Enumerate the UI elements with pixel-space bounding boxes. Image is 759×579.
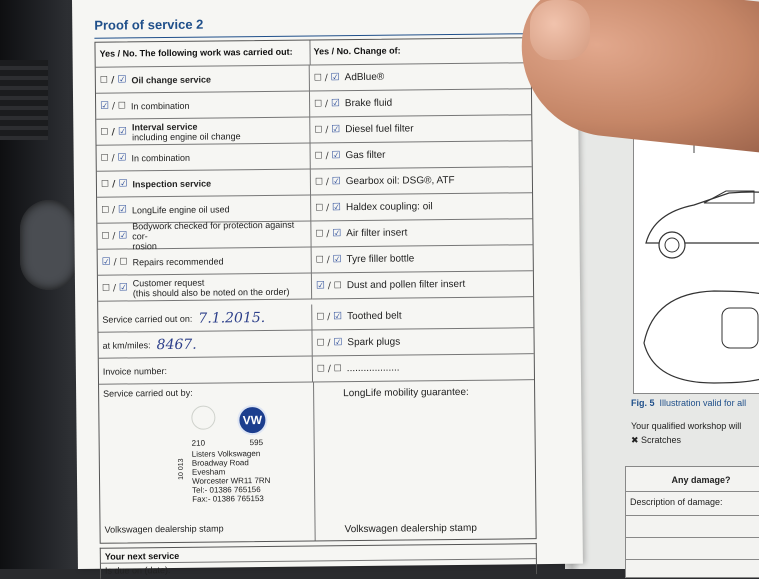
service-date-value[interactable]: 7.1.2015. bbox=[198, 309, 266, 327]
stamp-side-text: 10 013 bbox=[177, 458, 186, 480]
work-item-checkbox[interactable]: ☐ / ☑ bbox=[99, 74, 127, 86]
work-item-cell bbox=[98, 274, 312, 302]
stamp-line: Fax:- 01386 765153 bbox=[192, 494, 264, 504]
work-item-text bbox=[132, 256, 223, 267]
change-item-checkbox[interactable]: ☑ / ☐ bbox=[315, 280, 342, 292]
change-item-cell bbox=[312, 271, 533, 299]
change-item-checkbox[interactable]: ☐ / ☑ bbox=[314, 124, 341, 136]
change-item-label: Gearbox oil: DSG®, ATF bbox=[345, 175, 455, 188]
stamp-code-right: 595 bbox=[249, 438, 264, 448]
change-item-checkbox[interactable]: ☐ / ☑ bbox=[314, 150, 341, 162]
stamp-line: Tel:- 01386 765156 bbox=[192, 485, 261, 495]
damage-box bbox=[625, 466, 759, 578]
next-service-box bbox=[100, 543, 537, 579]
invoice-cell bbox=[99, 356, 313, 384]
change-item-cell bbox=[311, 193, 532, 221]
work-item-label: LongLife engine oil used bbox=[131, 203, 230, 215]
change-item-label: Air filter insert bbox=[346, 227, 408, 240]
change-item-cell bbox=[311, 167, 532, 195]
work-item-label: Bodywork checked for protection against cor- bbox=[132, 219, 295, 241]
change-item-label: Brake fluid bbox=[344, 97, 393, 110]
change-item-checkbox[interactable]: ☐ / ☑ bbox=[315, 228, 342, 240]
page-title: Proof of service 2 bbox=[94, 16, 204, 33]
service-by-box bbox=[99, 382, 316, 542]
work-item-sublabel: rosion bbox=[132, 240, 157, 251]
right-column-header: Yes / No. Change of: bbox=[313, 45, 401, 57]
work-item-cell bbox=[97, 219, 311, 251]
work-item-label: In combination bbox=[131, 152, 191, 163]
work-item-checkbox[interactable]: ☐ / ☑ bbox=[100, 178, 128, 190]
air-vent bbox=[0, 60, 48, 140]
work-item-cell bbox=[97, 144, 311, 172]
change-item-cell bbox=[312, 245, 533, 273]
stamp-ring bbox=[191, 406, 215, 430]
next-service-title: Your next service bbox=[104, 550, 180, 562]
next-service-due: Is due on (date): bbox=[104, 564, 171, 576]
change-item-checkbox[interactable]: ☐ / ☑ bbox=[315, 254, 342, 266]
stamp-code-left: 210 bbox=[191, 438, 206, 448]
toothed-belt-label: Toothed belt bbox=[347, 310, 402, 323]
change-item-label: Gas filter bbox=[345, 149, 386, 162]
change-item-cell bbox=[311, 141, 532, 169]
service-by-label: Service carried out by: bbox=[103, 387, 193, 399]
spark-plugs-checkbox[interactable]: ☐ / ☑ bbox=[316, 337, 343, 349]
change-item-cell bbox=[310, 63, 531, 91]
work-item-label: Customer request bbox=[132, 277, 205, 288]
extra-change-dots: ................... bbox=[346, 362, 400, 375]
damage-line bbox=[626, 559, 759, 560]
work-item-checkbox[interactable]: ☑ / ☐ bbox=[100, 100, 126, 112]
damage-heading: Any damage? bbox=[671, 475, 731, 485]
work-item-checkbox[interactable]: ☐ / ☑ bbox=[100, 152, 127, 164]
stamp-line: Worcester WR11 7RN bbox=[191, 475, 271, 486]
dealer-stamp-label-left: Volkswagen dealership stamp bbox=[104, 523, 224, 535]
work-item-text bbox=[131, 100, 190, 111]
work-item-label: In combination bbox=[130, 100, 190, 111]
damage-line bbox=[626, 537, 759, 538]
work-item-checkbox[interactable]: ☑ / ☐ bbox=[101, 256, 128, 268]
service-form bbox=[94, 37, 536, 544]
damage-line bbox=[626, 515, 759, 516]
stamp-line: Evesham bbox=[191, 467, 226, 477]
work-item-text bbox=[131, 152, 190, 163]
change-item-label: Diesel fuel filter bbox=[345, 123, 414, 136]
change-item-checkbox[interactable]: ☐ / ☑ bbox=[314, 98, 340, 110]
extra-change-cell bbox=[313, 354, 534, 382]
work-item-cell bbox=[96, 118, 310, 146]
figure-caption bbox=[631, 398, 746, 408]
change-item-label: AdBlue® bbox=[344, 71, 385, 84]
change-item-cell bbox=[310, 115, 531, 143]
left-column-header: Yes / No. The following work was carried out: bbox=[99, 46, 293, 59]
invoice-label: Invoice number: bbox=[102, 365, 167, 377]
stamp-line: Broadway Road bbox=[191, 458, 249, 468]
service-row bbox=[98, 271, 533, 302]
service-date-label: Service carried out on: bbox=[102, 313, 193, 325]
figure-caption-text: Illustration valid for all bbox=[659, 398, 747, 408]
work-item-text bbox=[132, 204, 230, 215]
damage-divider bbox=[626, 491, 759, 492]
extra-change-checkbox[interactable]: ☐ / ☐ bbox=[316, 363, 342, 374]
work-item-text bbox=[132, 121, 241, 142]
work-item-checkbox[interactable]: ☐ / ☑ bbox=[101, 204, 128, 216]
work-item-sublabel: including engine oil change bbox=[131, 130, 241, 142]
change-item-label: Dust and pollen filter insert bbox=[346, 278, 466, 292]
work-item-text bbox=[131, 74, 211, 85]
dealer-stamp bbox=[192, 449, 271, 504]
spark-plugs-cell bbox=[312, 328, 533, 356]
toothed-belt-checkbox[interactable]: ☐ / ☑ bbox=[316, 311, 343, 323]
km-value[interactable]: 8467. bbox=[156, 336, 197, 353]
change-item-checkbox[interactable]: ☐ / ☑ bbox=[313, 72, 340, 84]
work-item-text bbox=[132, 178, 211, 189]
thumb-holding-book bbox=[520, 0, 759, 180]
change-item-cell bbox=[310, 89, 531, 117]
qualified-workshop-text: Your qualified workshop will bbox=[631, 421, 742, 431]
scratches-option: ✖ Scratches bbox=[631, 435, 682, 445]
spark-plugs-label: Spark plugs bbox=[347, 336, 401, 349]
stamp-line: Listers Volkswagen bbox=[191, 449, 261, 459]
work-item-label: Inspection service bbox=[132, 178, 212, 189]
header-column-divider bbox=[309, 41, 310, 65]
change-item-checkbox[interactable]: ☐ / ☑ bbox=[315, 202, 342, 214]
work-item-label: Oil change service bbox=[131, 74, 212, 85]
km-label: at km/miles: bbox=[102, 339, 151, 351]
work-item-cell bbox=[97, 170, 311, 198]
longlife-box bbox=[313, 380, 536, 540]
work-item-cell bbox=[98, 248, 312, 276]
dashboard-knob bbox=[20, 200, 78, 290]
work-item-label: Interval service bbox=[131, 121, 198, 132]
km-cell bbox=[98, 330, 312, 358]
work-item-cell bbox=[96, 92, 310, 120]
work-item-text bbox=[132, 219, 311, 251]
change-item-checkbox[interactable]: ☐ / ☑ bbox=[314, 176, 341, 188]
damage-description-label: Description of damage: bbox=[630, 497, 723, 507]
change-item-label: Tyre filler bottle bbox=[346, 253, 415, 266]
work-item-cell bbox=[96, 66, 310, 94]
work-item-checkbox[interactable]: ☐ / ☑ bbox=[101, 282, 128, 294]
work-item-checkbox[interactable]: ☐ / ☑ bbox=[100, 126, 128, 138]
longlife-label: LongLife mobility guarantee: bbox=[343, 386, 469, 400]
work-item-checkbox[interactable]: ☐ / ☑ bbox=[101, 230, 128, 242]
work-item-label: Repairs recommended bbox=[132, 255, 224, 267]
change-item-label: Haldex coupling: oil bbox=[345, 201, 433, 214]
service-book-page bbox=[72, 0, 583, 576]
dealer-stamp-label-right: Volkswagen dealership stamp bbox=[344, 522, 477, 536]
change-item-cell bbox=[311, 219, 532, 247]
work-item-sublabel: (this should also be noted on the order) bbox=[132, 286, 290, 298]
figure-label: Fig. 5 bbox=[631, 398, 655, 408]
vw-logo-icon: VW bbox=[237, 405, 267, 435]
work-item-text bbox=[133, 276, 290, 298]
thumb-nail bbox=[530, 0, 590, 60]
service-date-cell bbox=[98, 305, 312, 333]
toothed-belt-cell bbox=[312, 302, 533, 330]
